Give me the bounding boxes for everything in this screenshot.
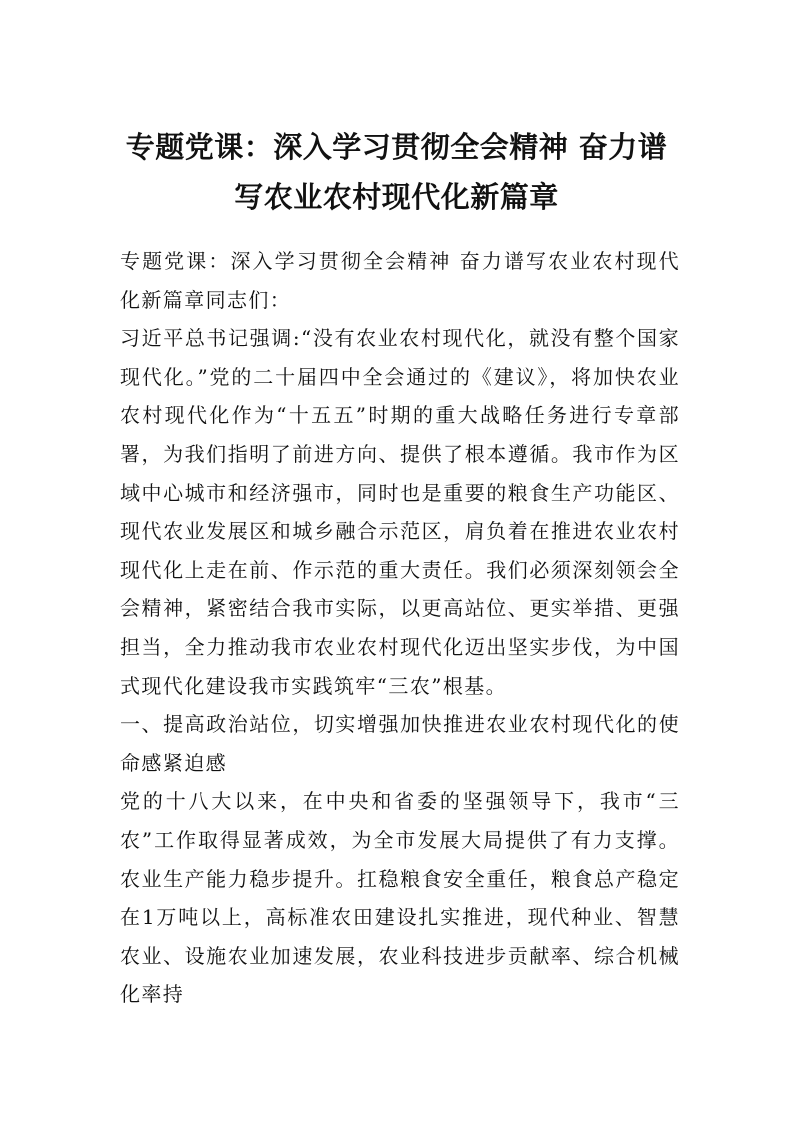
paragraph-intro: 专题党课：深入学习贯彻全会精神 奋力谱写农业农村现代化新篇章同志们：: [120, 249, 680, 312]
title-line-1: 专题党课：深入学习贯彻全会精神 奋力谱: [125, 130, 668, 164]
document-title: [100, 122, 693, 222]
paragraph-main: 习近平总书记强调:“没有农业农村现代化，就没有整个国家现代化。”党的二十届四中全会通过的《建议》，将加快农业农村现代化作为“十五五”时期的重大战略任务进行专章部署，为我们指明了前进方向、提供了根本遵循。我市作为区域中心城市和经济强市，同时也是重要的粮食生产功能区、现代农业发展区和城乡融合示范区，肩负着在推进农业农村现代化上走在前、作示范的重大责任。我们必须深刻领会全会精神，紧密结合我市实际，以更高站位、更实举措、更强担当，全力推动我市农业农村现代化迈出坚实步伐，为中国式现代化建设我市实践筑牢“三农”根基。: [120, 326, 680, 698]
paragraph-section-1: 党的十八大以来，在中央和省委的坚强领导下，我市“三农”工作取得显著成效，为全市发展大局提供了有力支撑。农业生产能力稳步提升。扛稳粮食安全重任，粮食总产稳定在1万吨以上，高标准农田建设扎实推进，现代种业、智慧农业、设施农业加速发展，农业科技进步贡献率、综合机械化率持: [120, 789, 680, 1007]
section-heading: 一、提高政治站位，切实增强加快推进农业农村现代化的使命感紧迫感: [120, 712, 680, 775]
title-line-2: 写农业农村现代化新篇章: [234, 180, 559, 214]
document-body: [120, 242, 680, 1014]
